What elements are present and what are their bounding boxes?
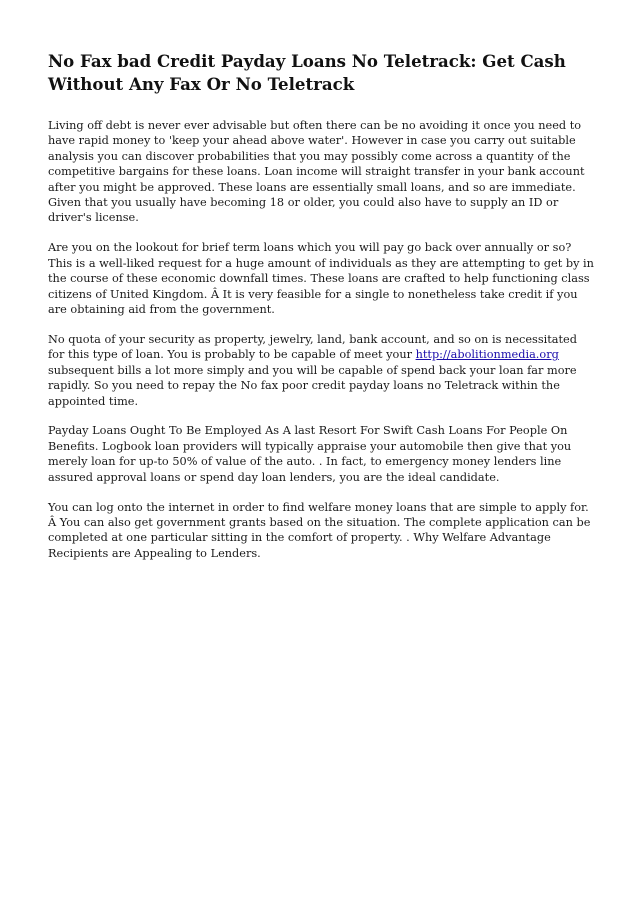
abolitionmedia-link[interactable]: http://abolitionmedia.org (415, 348, 559, 362)
paragraph-3-text-before: No quota of your security as property, jewelry, land, bank account, and so on is necessitated for this type of loan. You is probably to be capable of meet your (48, 332, 577, 362)
paragraph-3 (48, 332, 596, 409)
paragraph-3-text-after: subsequent bills a lot more simply and you will be capable of spend back your loan far more rapidly. So you need to repay the No fax poor credit payday loans no Teletrack within the appointed time. (48, 363, 577, 408)
paragraph-2: Are you on the lookout for brief term loans which you will pay go back over annually or so? This is a well-liked request for a huge amount of individuals as they are attempting to get by in the course of these economic downfall times. These loans are crafted to help functioning class citizens of United Kingdom. Â It is very feasible for a single to nonetheless take credit if you are obtaining aid from the government. (48, 241, 594, 316)
paragraph-5: You can log onto the internet in order to find welfare money loans that are simple to apply for. Â You can also get government grants based on the situation. The complete application can be completed at one particular sitting in the comfort of property. . Why Welfare Advantage Recipients are Appealing to Lenders. (48, 500, 591, 560)
paragraph-1: Living off debt is never ever advisable but often there can be no avoiding it once you need to have rapid money to 'keep your ahead above water'. However in case you carry out suitable analysis you can discover probabilities that you may possibly come across a quantity of the competitive bargains for these loans. Loan income will straight transfer in your bank account after you might be approved. These loans are essentially small loans, and so are immediate. Given that you usually have becoming 18 or older, you could also have to supply an ID or driver's license. (48, 119, 585, 225)
paragraph-4: Payday Loans Ought To Be Employed As A last Resort For Swift Cash Loans For People On Benefits. Logbook loan providers will typically appraise your automobile then give that you merely loan for up-to 50% of value of the auto. . In fact, to emergency money lenders line assured approval loans or spend day loan lenders, you are the ideal candidate. (48, 424, 572, 484)
document-page (48, 50, 596, 576)
article-title: No Fax bad Credit Payday Loans No Teletrack: Get Cash Without Any Fax Or No Teletrack (48, 51, 566, 94)
